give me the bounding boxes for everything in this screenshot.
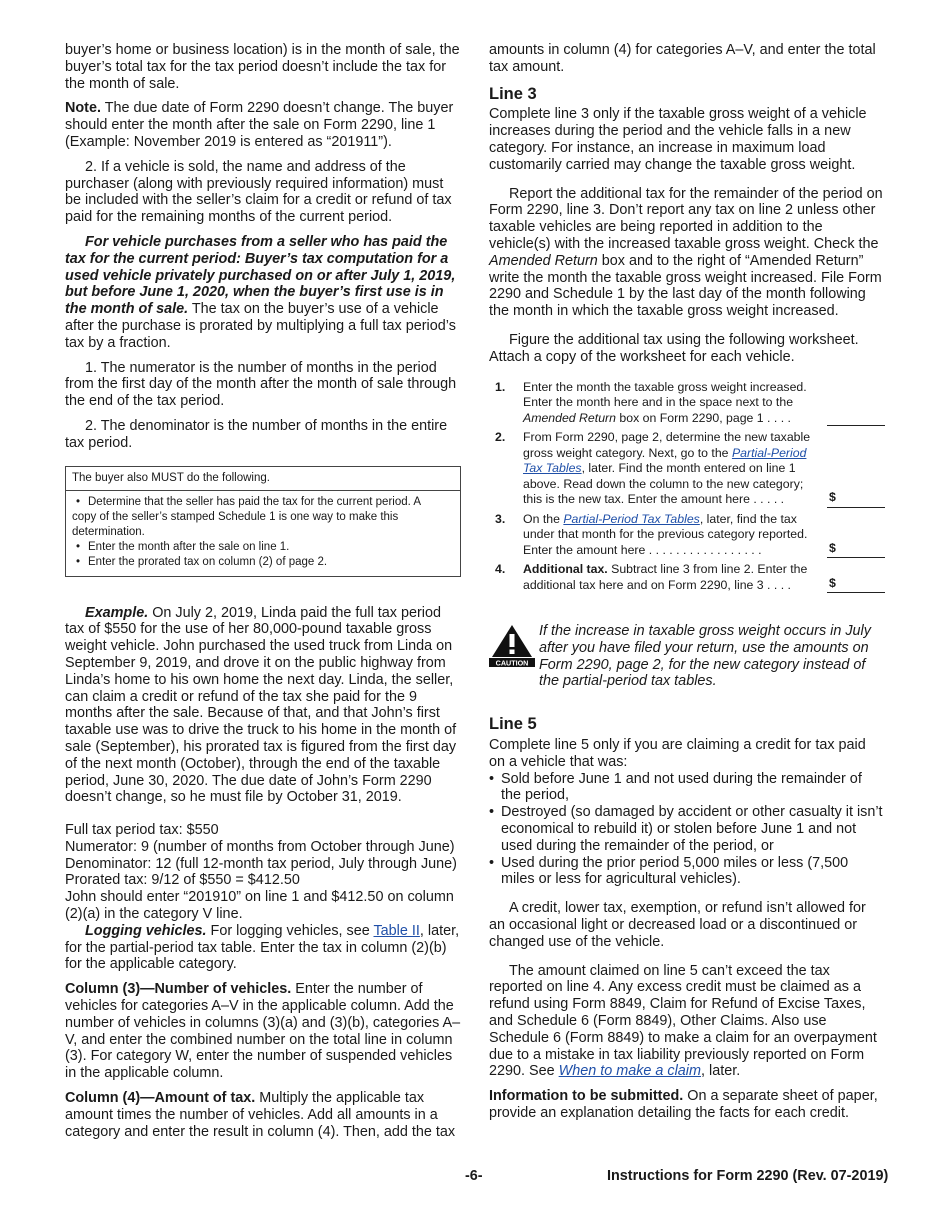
worksheet-row xyxy=(489,430,885,508)
worksheet-line-text: Enter the month the taxable gross weight increased. Enter the month here and in the space next to the Amended Return box on Form 2290, page 1 . . . . xyxy=(523,379,807,425)
paragraph: A credit, lower tax, exemption, or refund isn’t allowed for an occasional light or decreased load or a discontinued or changed use of the vehicle. xyxy=(489,900,866,950)
paragraph: Figure the additional tax using the following worksheet. Attach a copy of the worksheet for each vehicle. xyxy=(489,331,859,365)
list-item: • Sold before June 1 and not used during the remainder of the period, xyxy=(489,771,885,805)
box-bullet: • Enter the prorated tax on column (2) of page 2. xyxy=(72,555,454,570)
line5-heading: Line 5 xyxy=(489,715,537,734)
paragraph: amounts in column (4) for categories A–V, and enter the total tax amount. xyxy=(489,42,876,75)
paragraph: Complete line 3 only if the taxable gross weight of a vehicle increases during the period and the vehicle falls in a new category. For instance, an increase in maximum load customarily carried may change the taxable gross weight. xyxy=(489,106,867,173)
worksheet xyxy=(489,380,885,594)
logging-label: Logging vehicles. xyxy=(85,922,207,939)
calc-line: Prorated tax: 9/12 of $550 = $412.50 xyxy=(65,872,300,889)
info-label: Information to be submitted. xyxy=(489,1088,684,1105)
paragraph: buyer’s home or business location) is in the month of sale, the buyer’s total tax for the tax period doesn’t include the tax for the month of sale. xyxy=(65,42,460,92)
svg-text:CAUTION: CAUTION xyxy=(495,658,529,668)
caution-note xyxy=(489,623,885,690)
worksheet-line-text: Additional tax. Subtract line 3 from line 2. Enter the additional tax here and on Form 2290, line 3 . . . . xyxy=(523,562,808,592)
worksheet-row xyxy=(489,562,885,593)
paragraph: The amount claimed on line 5 can’t exceed the tax reported on line 4. Any excess credit must be claimed as a refund using Form 8849, Claim for Refund of Excise Taxes, and Schedule 6 (Form 8849), Other Claims. Also use Schedule 6 (Form 8849) to make a claim for an overpayment due to a mistake in tax liability previously reported on Form 2290. See When to make a claim, later. xyxy=(489,962,877,1080)
info-paragraph xyxy=(489,1088,885,1122)
worksheet-row xyxy=(489,380,885,427)
column4-label: Column (4)—Amount of tax. xyxy=(65,1090,256,1107)
calc-line: Numerator: 9 (number of months from October through June) xyxy=(65,838,455,855)
box-bullet: • Determine that the seller has paid the tax for the current period. A xyxy=(72,495,454,510)
worksheet-answer-field[interactable]: $ xyxy=(827,430,885,508)
text: Report the additional tax for the remainder of the period on Form 2290, line 3. Don’t report any tax on line 2 unless other taxable vehicles are being reported in addition to the vehicle(s) with the increased taxable gross weight. Check the xyxy=(489,185,883,252)
column3-paragraph xyxy=(65,981,461,1082)
line3-heading: Line 3 xyxy=(489,84,537,103)
logging-text: For logging vehicles, see xyxy=(210,922,370,939)
denominator-paragraph: 2. The denominator is the number of months in the entire tax period. xyxy=(65,417,448,451)
worksheet-line-number: 4. xyxy=(495,562,506,577)
table-ii-link[interactable]: Table II xyxy=(373,922,420,939)
note-text: The due date of Form 2290 doesn’t change. The buyer should enter the month after the sale on Form 2290, line 1 (Example: November 2019 is entered as “201911”). xyxy=(65,100,454,150)
text: box and to the right of “Amended Return” write the month the taxable gross weight increased. File Form 2290 and Schedule 1 by the last day of the month following the month in which the taxable gross weight increased. xyxy=(489,252,882,320)
calc-line: Denominator: 12 (full 12-month tax period, July through June) xyxy=(65,855,457,872)
calc-line: Full tax period tax: $550 xyxy=(65,822,219,839)
caution-text: If the increase in taxable gross weight occurs in July after you have filed your return, use the amounts on Form 2290, page 2, for the new category instead of the partial-period tax tables. xyxy=(539,623,871,690)
worksheet-line-number: 3. xyxy=(495,511,506,526)
column4-text: Multiply the applicable tax amount times the number of vehicles. Add all amounts in a category and enter the result in column (4). Then, add the tax xyxy=(65,1090,456,1140)
box-bullet: • Enter the month after the sale on line 1. xyxy=(72,540,454,555)
document-title: Instructions for Form 2290 (Rev. 07-2019) xyxy=(607,1168,889,1184)
purchase-heading: For vehicle purchases from a seller who has paid the tax for the current period: Buyer’s tax computation for a used vehicle privately purchased on or after July 1, 2019, but before June 1, 2020, when the buyer’s first use is in the month of sale. xyxy=(65,233,456,318)
when-to-make-a-claim-link[interactable]: When to make a claim xyxy=(558,1063,701,1080)
box-bullet-continued: copy of the seller’s stamped Schedule 1 is one way to make this determination. xyxy=(72,510,399,538)
list-item: • Used during the prior period 5,000 miles or less (7,500 miles or less for agricultural vehicles). xyxy=(489,855,885,889)
partial-period-tax-tables-link[interactable]: Partial-Period Tax Tables xyxy=(523,445,807,476)
purchase-paragraph xyxy=(65,234,461,352)
list-item: • Destroyed (so damaged by accident or other casualty it isn’t economical to rebuild it) or stolen before June 1 and not used during the remainder of the period, or xyxy=(489,804,885,854)
box-header: The buyer also MUST do the following. xyxy=(66,467,460,491)
column4-paragraph xyxy=(65,1090,461,1140)
column3-text: Enter the number of vehicles for categories A–V in the applicable column. Add the number of vehicles in columns (3)(a) and (3)(b), categories A–V, and enter the combined number on the total line in column (3). For category W, enter the number of suspended vehicles in the applicable column. xyxy=(65,981,461,1082)
worksheet-answer-field[interactable]: $ xyxy=(827,512,885,559)
purchase-text: The tax on the buyer’s use of a vehicle after the purchase is prorated by multiplying a full tax period’s tax by a fraction. xyxy=(65,301,456,351)
note-label: Note. xyxy=(65,100,101,117)
left-column xyxy=(65,42,461,1148)
logging-text-post: , later, for the partial-period tax table. Enter the tax in column (2)(b) for the applicable category. xyxy=(65,922,460,973)
info-text: On a separate sheet of paper, provide an explanation detailing the facts for each credit. xyxy=(489,1088,878,1121)
worksheet-line-text: From Form 2290, page 2, determine the new taxable gross weight category. Next, go to the Partial-Period Tax Tables, later. Find the month entered on line 1 above. Read down the column to the new category; this is the new tax. Enter the amount here . . . . . xyxy=(523,430,811,507)
caution-icon xyxy=(489,623,535,690)
page-number: -6- xyxy=(465,1168,483,1184)
worksheet-answer-field[interactable] xyxy=(827,380,885,427)
worksheet-line-text: On the Partial-Period Tax Tables, later, find the tax under that month for the previous category reported. Enter the amount here . . . . . . . . . . . . . . . . . xyxy=(523,511,808,557)
worksheet-row xyxy=(489,512,885,559)
buyer-requirements-box xyxy=(65,466,461,577)
paragraph xyxy=(489,186,885,320)
numerator-paragraph: 1. The numerator is the number of months in the period from the first day of the month after the month of sale through the end of the tax period. xyxy=(65,359,457,410)
example-paragraph xyxy=(65,605,461,807)
right-column xyxy=(489,42,885,1130)
column3-label: Column (3)—Number of vehicles. xyxy=(65,981,292,998)
paragraph: Complete line 5 only if you are claiming a credit for tax paid on a vehicle that was: xyxy=(489,737,866,770)
example-text: On July 2, 2019, Linda paid the full tax period tax of $550 for the use of her 80,000-pound taxable gross weight vehicle. John purchased the used truck from Linda on September 9, 2019, and drove it on the public highway from Linda’s home to his own home the next day. Linda, the seller, can claim a credit or refund of the tax she paid for the 9 months after the sale. Because of that, and that John’s first taxable use was to drive the truck to his home in the month of sale (September), his prorated tax is figured from the first day of the next month (October), through the end of the taxable period, June 30, 2020. The due date of John’s Form 2290 doesn’t change, so he must file by October 31, 2019. xyxy=(65,604,457,806)
logging-paragraph xyxy=(65,923,461,973)
worksheet-line-number: 1. xyxy=(495,379,506,394)
italic-text: Amended Return xyxy=(489,252,598,269)
note-paragraph xyxy=(65,100,461,150)
worksheet-line-number: 2. xyxy=(495,430,506,445)
calc-line: John should enter “201910” on line 1 and $412.50 on column (2)(a) in the category V line. xyxy=(65,889,454,923)
worksheet-answer-field[interactable]: $ xyxy=(827,562,885,593)
example-label: Example. xyxy=(85,604,149,621)
paragraph: 2. If a vehicle is sold, the name and address of the purchaser (along with previously required information) must be included with the seller’s claim for a credit or refund of tax paid for the remaining months of the current period. xyxy=(65,158,452,226)
partial-period-tax-tables-link[interactable]: Partial-Period Tax Tables xyxy=(563,511,700,526)
